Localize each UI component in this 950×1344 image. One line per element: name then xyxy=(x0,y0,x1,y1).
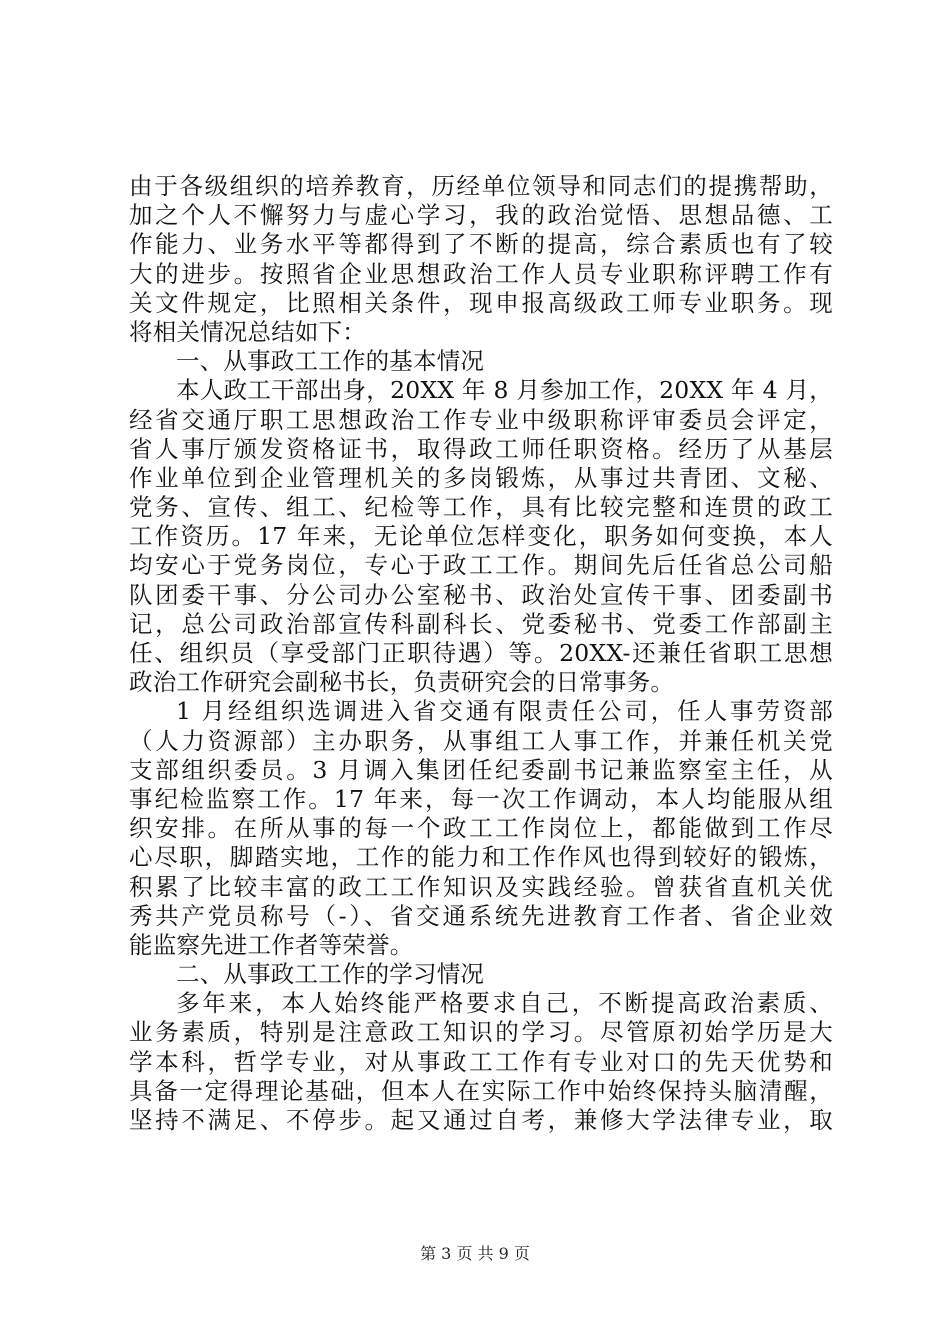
text-line: 政治工作研究会副秘书长，负责研究会的日常事务。 xyxy=(129,668,675,697)
text-line: 支部组织委员。3 月调入集团任纪委副书记兼监察室主任，从 xyxy=(129,755,833,784)
text-line: 作业单位到企业管理机关的多岗锻炼，从事过共青团、文秘、 xyxy=(129,463,833,492)
text-line: 本人政工干部出身，20XX 年 8 月参加工作，20XX 年 4 月， xyxy=(176,376,833,405)
text-line: 业务素质，特别是注意政工知识的学习。尽管原初始学历是大 xyxy=(129,1018,833,1047)
document-body xyxy=(129,172,833,1135)
text-line: 队团委干事、分公司办公室秘书、政治处宣传干事、团委副书 xyxy=(129,580,833,609)
text-line: （人力资源部）主办职务，从事组工人事工作，并兼任机关党 xyxy=(129,726,833,755)
text-line: 党务、宣传、组工、纪检等工作，具有比较完整和连贯的政工 xyxy=(129,493,833,522)
text-line: 均安心于党务岗位，专心于政工工作。期间先后任省总公司船 xyxy=(129,551,833,580)
text-line: 将相关情况总结如下： xyxy=(129,317,366,346)
text-line: 省人事厅颁发资格证书，取得政工师任职资格。经历了从基层 xyxy=(129,434,833,463)
text-line: 经省交通厅职工思想政治工作专业中级职称评审委员会评定， xyxy=(129,405,833,434)
text-line: 工作资历。17 年来，无论单位怎样变化，职务如何变换，本人 xyxy=(129,522,834,551)
text-line: 学本科，哲学专业，对从事政工工作有专业对口的先天优势和 xyxy=(129,1047,833,1076)
text-line: 能监察先进工作者等荣誉。 xyxy=(129,930,414,959)
text-line: 作能力、业务水平等都得到了不断的提高，综合素质也有了较 xyxy=(129,230,833,259)
page-footer xyxy=(0,1244,950,1264)
text-line: 心尽职，脚踏实地，工作的能力和工作作风也得到较好的锻炼， xyxy=(129,843,833,872)
page-number-label: 第 3 页 共 9 页 xyxy=(420,1244,530,1263)
text-line: 加之个人不懈努力与虚心学习，我的政治觉悟、思想品德、工 xyxy=(129,201,833,230)
text-line: 织安排。在所从事的每一个政工工作岗位上，都能做到工作尽 xyxy=(129,814,833,843)
text-line: 1 月经组织选调进入省交通有限责任公司，任人事劳资部 xyxy=(176,697,833,726)
text-line: 二、从事政工工作的学习情况 xyxy=(176,960,485,989)
text-line: 多年来，本人始终能严格要求自己，不断提高政治素质、 xyxy=(176,989,833,1018)
text-line: 秀共产党员称号（-）、省交通系统先进教育工作者、省企业效 xyxy=(129,901,833,930)
text-line: 具备一定得理论基础，但本人在实际工作中始终保持头脑清醒， xyxy=(129,1076,833,1105)
text-line: 大的进步。按照省企业思想政治工作人员专业职称评聘工作有 xyxy=(129,259,833,288)
text-line: 事纪检监察工作。17 年来，每一次工作调动，本人均能服从组 xyxy=(129,784,833,813)
text-line: 任、组织员（享受部门正职待遇）等。20XX-还兼任省职工思想 xyxy=(129,639,833,667)
text-line: 积累了比较丰富的政工工作知识及实践经验。曾获省直机关优 xyxy=(129,872,833,901)
text-line: 关文件规定，比照相关条件，现申报高级政工师专业职务。现 xyxy=(129,288,833,317)
text-line: 一、从事政工工作的基本情况 xyxy=(176,347,485,376)
text-line: 由于各级组织的培养教育，历经单位领导和同志们的提携帮助， xyxy=(129,172,833,200)
text-line: 坚持不满足、不停步。起又通过自考，兼修大学法律专业，取 xyxy=(129,1106,833,1134)
text-line: 记，总公司政治部宣传科副科长、党委秘书、党委工作部副主 xyxy=(129,609,833,638)
